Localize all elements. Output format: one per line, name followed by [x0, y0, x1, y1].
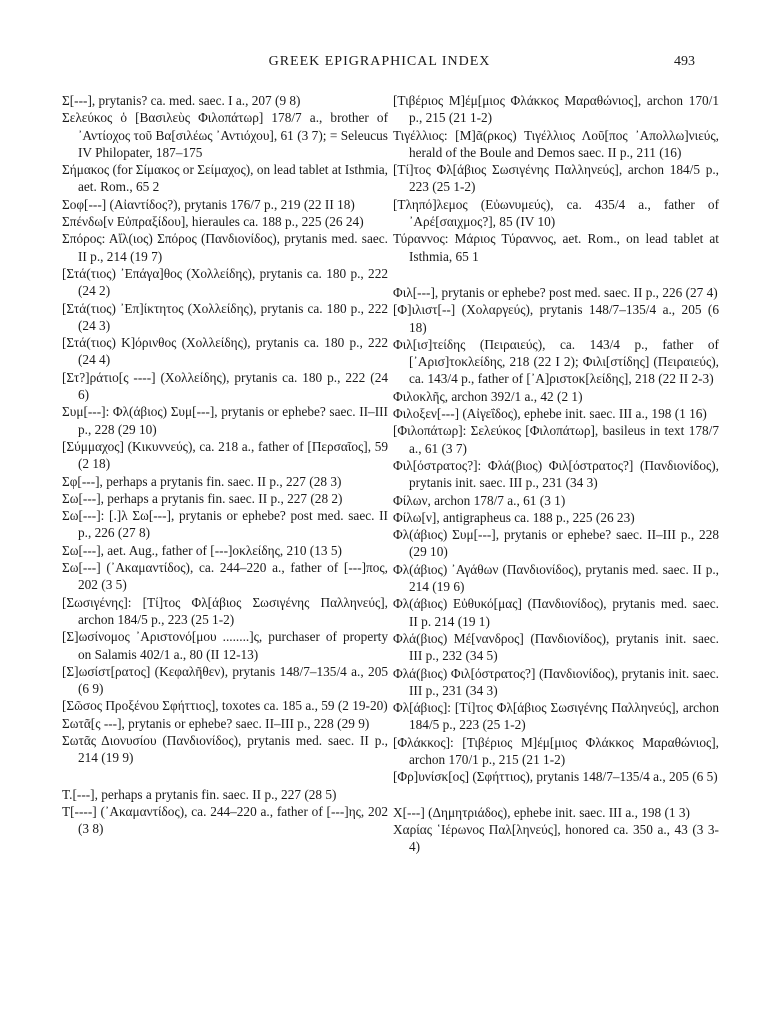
tau-entries — [62, 786, 388, 838]
index-entry: [Τιβέριος Μ]έμ[μιος Φλάκκος Μαραθώνιος], archon 170/1 p., 215 (21 1-2) — [393, 93, 719, 126]
index-entry: Χ[---] (Δημητριάδος), ephebe init. saec. III a., 198 (1 3) — [393, 804, 690, 820]
page-number: 493 — [674, 54, 695, 69]
index-entry: Σω[---]: [.]λ Σω[---], prytanis or ephebe? post med. saec. II p., 226 (27 8) — [62, 508, 388, 541]
letter-section-gap — [62, 767, 388, 786]
phi-entries — [393, 284, 719, 786]
index-entry: Φλ(άβιος) Εὐθυκό[μας] (Πανδιονίδος), prytanis med. saec. II p. 214 (19 1) — [393, 596, 719, 629]
index-entry: Φιλ[όστρατος?]: Φλά(βιος) Φιλ[όστρατος?] (Πανδιονίδος), prytanis init. saec. III p., 231 (34 3) — [393, 457, 719, 491]
tau-entries-continued — [393, 92, 719, 265]
index-entry: Σοφ[---] (Αἰαντίδος?), prytanis 176/7 p., 219 (22 II 18) — [62, 196, 355, 212]
index-entry: Φίλων, archon 178/7 a., 61 (3 1) — [393, 492, 566, 508]
index-entry: [Σ]ωσίστ[ρατος] (Κεφαλῆθεν), prytanis 148/7–135/4 a., 205 (6 9) — [62, 663, 388, 697]
index-entry: [Φρ]υνίσκ[ος] (Σφήττιος), prytanis 148/7–135/4 a., 205 (6 5) — [393, 769, 718, 785]
index-entry: Χαρίας ῾Ιέρωνος Παλ[ληνεύς], honored ca. 350 a., 43 (3 3-4) — [393, 821, 719, 855]
sigma-entries — [62, 92, 388, 767]
index-entry: Φλ(άβιος) ᾿Αγάθων (Πανδιονίδος), prytanis med. saec. II p., 214 (19 6) — [393, 561, 719, 595]
index-entry: [Τληπό]λεμος (Εὐωνυμεύς), ca. 435/4 a., father of ᾿Αρέ[σαιχμος?], 85 (IV 10) — [393, 196, 719, 230]
index-entry: Τύραννος: Μάριος Τύραννος, aet. Rom., on lead tablet at Isthmia, 65 1 — [393, 231, 719, 264]
index-entry: Φλ[άβιος]: [Τί]τος Φλ[άβιος Σωσιγένης Παλληνεύς], archon 184/5 p., 223 (25 1-2) — [393, 700, 719, 733]
page-header — [0, 54, 759, 78]
index-entry: Σελεύκος ὁ [Βασιλεὺς Φιλοπάτωρ] 178/7 a., brother of ᾿Αντίοχος τοῦ Βα[σιλέως ᾿Αντιόχου], 61 (3 7); = Seleucus IV Philopater, 187–175 — [62, 110, 388, 160]
index-entry: Φίλω[ν], antigrapheus ca. 188 p., 225 (26 23) — [393, 509, 635, 525]
left-column — [62, 92, 388, 837]
index-entry: Τ.[---], perhaps a prytanis fin. saec. II p., 227 (28 5) — [62, 786, 337, 802]
index-entry: [Στ?]ράτιο[ς ----] (Χολλείδης), prytanis ca. 180 p., 222 (24 6) — [62, 369, 388, 403]
index-entry: [Σ]ωσίνομος ᾿Αριστονό[μου ........]ς, purchaser of property on Salamis 402/1 a., 80 (II 12-13) — [62, 629, 388, 662]
index-entry: [Φλάκκος]: [Τιβέριος Μ]έμ[μιος Φλάκκος Μαραθώνιος], archon 170/1 p., 215 (21 1-2) — [393, 734, 719, 767]
running-title: GREEK EPIGRAPHICAL INDEX — [268, 54, 491, 69]
right-column — [393, 92, 719, 855]
index-entry: Σωτᾶς Διονυσίου (Πανδιονίδος), prytanis med. saec. II p., 214 (19 9) — [62, 732, 388, 766]
index-entry: Σπόρος: Αἴλ(ιος) Σπόρος (Πανδιονίδος), prytanis med. saec. II p., 214 (19 7) — [62, 231, 388, 264]
index-entry: Σω[---] (᾿Ακαμαντίδος), ca. 244–220 a., father of [---]πος, 202 (3 5) — [62, 560, 388, 593]
index-entry: Σήμακος (for Σίμακος or Σείμαχος), on lead tablet at Isthmia, aet. Rom., 65 2 — [62, 162, 388, 195]
index-entry: Φιλοκλῆς, archon 392/1 a., 42 (2 1) — [393, 388, 583, 404]
index-entry: [Τί]τος Φλ[άβιος Σωσιγένης Παλληνεύς], archon 184/5 p., 223 (25 1-2) — [393, 162, 719, 195]
letter-section-gap — [393, 265, 719, 284]
index-entry: [Σῶσος Προξένου Σφήττιος], toxotes ca. 185 a., 59 (2 19-20) — [62, 698, 388, 714]
chi-entries — [393, 804, 719, 856]
index-entry: Φιλ[ισ]τείδης (Πειραιεύς), ca. 143/4 p., father of [᾿Αρισ]τοκλείδης, 218 (22 I 2); Φιλι[στίδης] (Πειραιεύς), ca. 143/4 p., father of [᾿Α]ριστοκ[λείδης], 218 (22 II 2-3) — [393, 336, 719, 387]
index-entry: Σ[---], prytanis? ca. med. saec. I a., 207 (9 8) — [62, 93, 301, 108]
index-entry: Φιλοξεν[---] (Αἰγεΐδος), ephebe init. saec. III a., 198 (1 16) — [393, 406, 707, 422]
index-entry: Φλά(βιος) Μέ[νανδρος] (Πανδιονίδος), prytanis init. saec. III p., 232 (34 5) — [393, 630, 719, 664]
index-entry: Σπένδω[ν Εὐπραξίδου], hieraules ca. 188 p., 225 (26 24) — [62, 214, 364, 230]
index-entry: Φλ(άβιος) Συμ[---], prytanis or ephebe? saec. II–III p., 228 (29 10) — [393, 527, 719, 560]
index-entry: [Φιλοπάτωρ]: Σελεύκος [Φιλοπάτωρ], basileus in text 178/7 a., 61 (3 7) — [393, 423, 719, 456]
index-entry: Τ[----] (᾿Ακαμαντίδος), ca. 244–220 a., father of [---]ης, 202 (3 8) — [62, 803, 388, 837]
index-entry: Σω[---], perhaps a prytanis fin. saec. II p., 227 (28 2) — [62, 490, 343, 506]
index-entry: [Φ]ιλιστ[--] (Χολαργεύς), prytanis 148/7–135/4 a., 205 (6 18) — [393, 302, 719, 335]
index-entry: Σφ[---], perhaps a prytanis fin. saec. II p., 227 (28 3) — [62, 473, 342, 489]
index-entry: Σω[---], aet. Aug., father of [---]οκλείδης, 210 (13 5) — [62, 542, 342, 558]
index-entry: [Σύμμαχος] (Κικυννεύς), ca. 218 a., father of [Περσαῖος], 59 (2 18) — [62, 438, 388, 472]
index-entry: [Στά(τιος) Κ]όρινθος (Χολλείδης), prytanis ca. 180 p., 222 (24 4) — [62, 335, 388, 368]
index-entry: Φιλ[---], prytanis or ephebe? post med. saec. II p., 226 (27 4) — [393, 284, 718, 300]
index-entry: Φλά(βιος) Φιλ[όστρατος?] (Πανδιονίδος), prytanis init. saec. III p., 231 (34 3) — [393, 665, 719, 698]
index-entry: Τιγέλλιος: [Μ]ᾶ(ρκος) Τιγέλλιος Λοῦ[πος ᾿Απολλω]νιεύς, herald of the Boule and Demos saec. II p., 211 (16) — [393, 127, 719, 160]
index-entry: [Σωσιγένης]: [Τί]τος Φλ[άβιος Σωσιγένης Παλληνεύς], archon 184/5 p., 223 (25 1-2) — [62, 594, 388, 627]
letter-section-gap — [393, 786, 719, 804]
index-entry: Σωτᾶ[ς ---], prytanis or ephebe? saec. II–III p., 228 (29 9) — [62, 715, 370, 731]
index-entry: Συμ[---]: Φλ(άβιος) Συμ[---], prytanis or ephebe? saec. II–III p., 228 (29 10) — [62, 404, 388, 437]
index-entry: [Στά(τιος) ᾿Επ]ίκτητος (Χολλείδης), prytanis ca. 180 p., 222 (24 3) — [62, 300, 388, 333]
index-entry: [Στά(τιος) ᾿Επάγα]θος (Χολλείδης), prytanis ca. 180 p., 222 (24 2) — [62, 265, 388, 299]
